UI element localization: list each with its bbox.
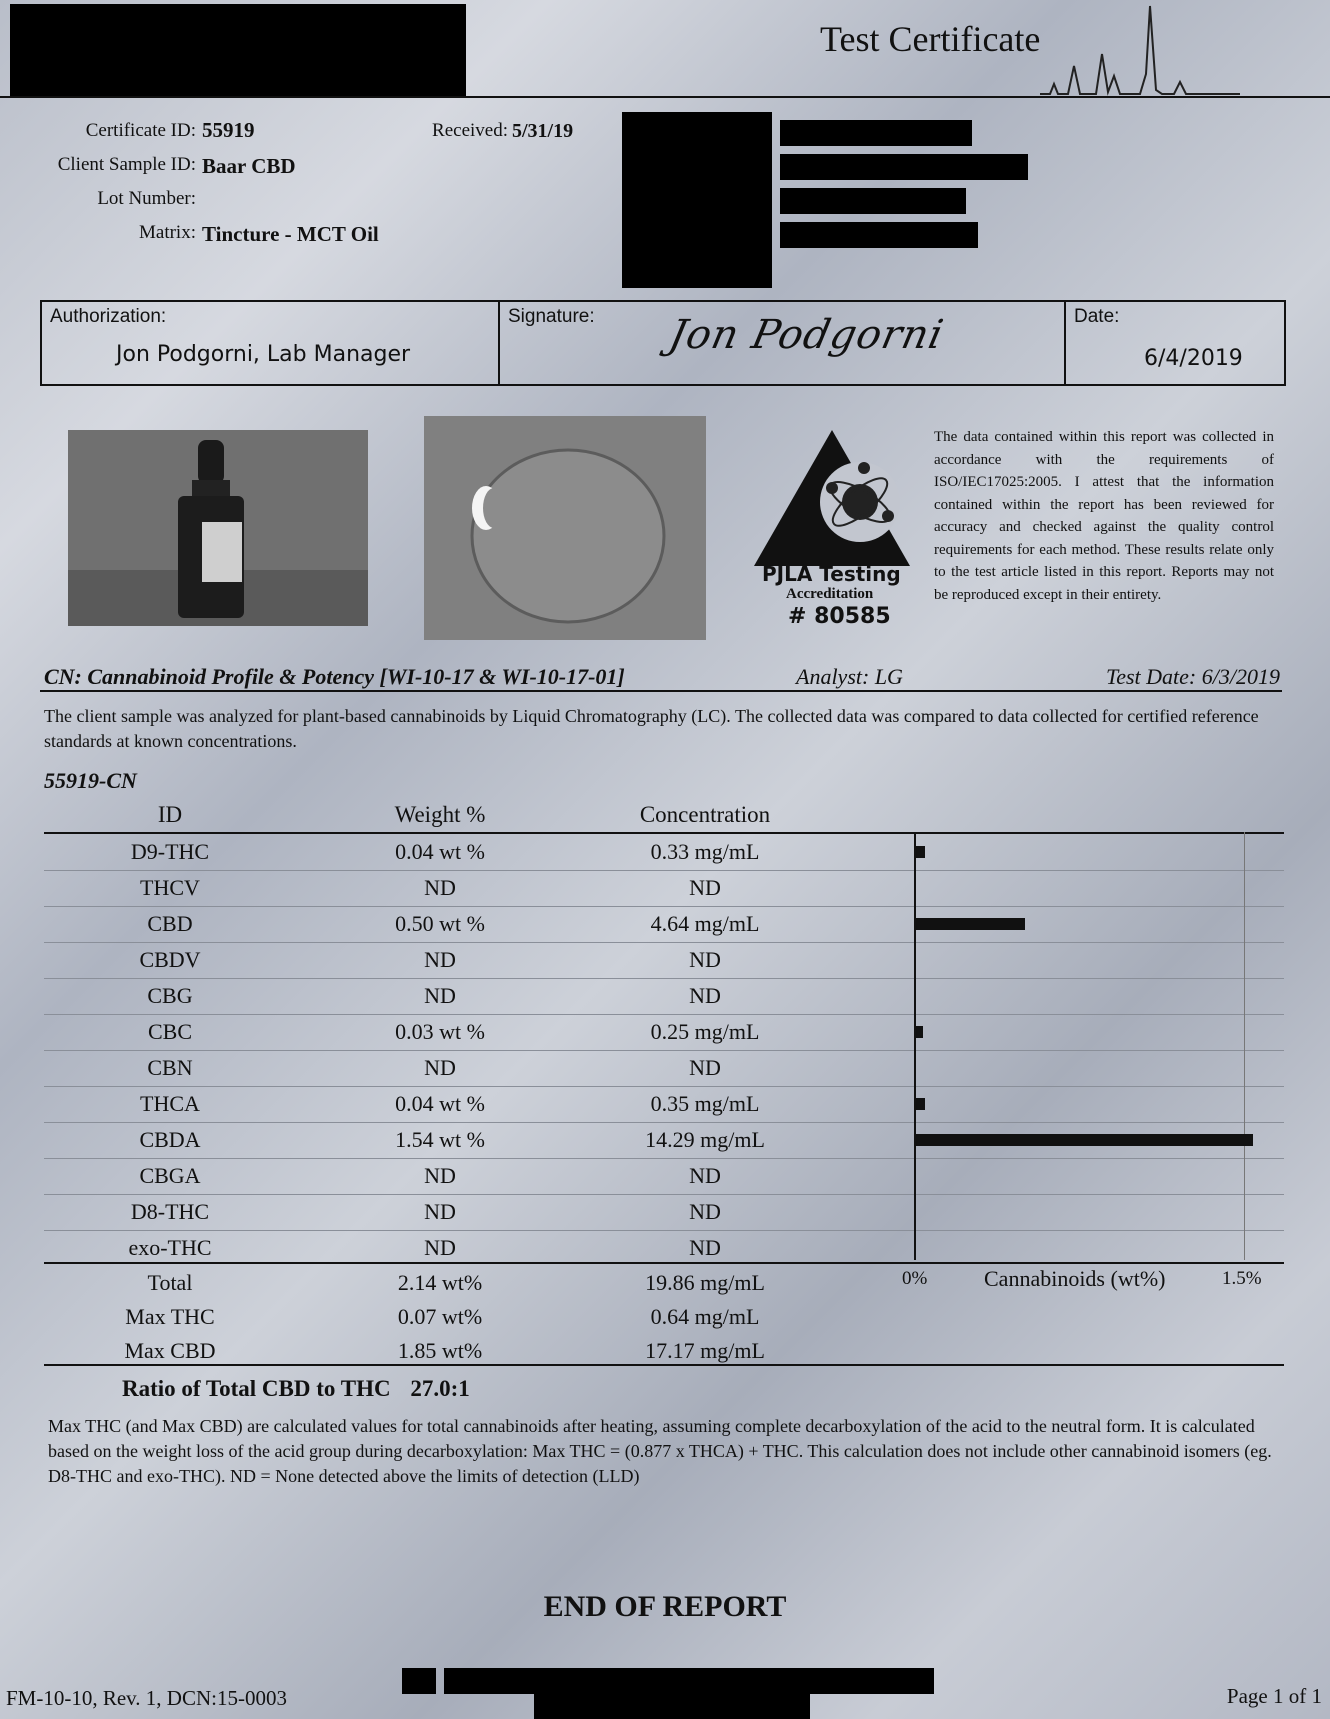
row-id: exo-THC bbox=[128, 1235, 212, 1260]
summary-concentration: 17.17 mg/mL bbox=[645, 1338, 765, 1363]
section-rule bbox=[40, 690, 1282, 692]
table-row-divider bbox=[44, 1050, 1284, 1051]
chart-bar-cbd bbox=[916, 918, 1025, 930]
summary-id: Max THC bbox=[125, 1304, 215, 1329]
row-weight: 0.04 wt % bbox=[395, 1091, 485, 1116]
redacted-client-line bbox=[780, 188, 966, 214]
table-row-divider bbox=[44, 1194, 1284, 1195]
redacted-client-line bbox=[780, 222, 978, 248]
cbd-thc-ratio bbox=[122, 1376, 470, 1402]
row-id: CBC bbox=[147, 1019, 193, 1044]
redacted-client-line bbox=[780, 120, 972, 146]
row-weight: 0.50 wt % bbox=[395, 911, 485, 936]
sample-dish-photo bbox=[424, 416, 706, 640]
pjla-number: # 80585 bbox=[788, 604, 891, 629]
pjla-accreditation-logo bbox=[752, 428, 914, 568]
page-title: Test Certificate bbox=[820, 19, 1041, 59]
row-id: THCV bbox=[140, 875, 200, 900]
chart-xmax-label: 1.5% bbox=[1222, 1268, 1262, 1289]
redacted-client-line bbox=[780, 154, 1028, 180]
matrix-value: Tincture - MCT Oil bbox=[202, 222, 379, 246]
analyst: Analyst: LG bbox=[796, 664, 903, 689]
form-id: FM-10-10, Rev. 1, DCN:15-0003 bbox=[6, 1686, 287, 1710]
summary-id: Total bbox=[147, 1270, 193, 1295]
chart-axis bbox=[914, 832, 916, 1260]
column-header-concentration: Concentration bbox=[639, 802, 771, 827]
row-weight: ND bbox=[424, 1235, 456, 1260]
ratio-label: Ratio of Total CBD to THC bbox=[122, 1376, 391, 1401]
table-row-divider bbox=[44, 1086, 1284, 1087]
client-sample-label: Client Sample ID: bbox=[57, 154, 196, 175]
row-concentration: ND bbox=[689, 1199, 721, 1224]
redacted-client-logo bbox=[622, 112, 772, 288]
row-weight: 0.03 wt % bbox=[395, 1019, 485, 1044]
row-id: THCA bbox=[140, 1091, 200, 1116]
column-header-weight: Weight % bbox=[394, 802, 486, 827]
certificate-id: 55919 bbox=[202, 118, 255, 142]
redacted-footer bbox=[402, 1668, 436, 1694]
row-concentration: ND bbox=[689, 947, 721, 972]
chart-bar-cbc bbox=[916, 1026, 923, 1038]
row-id: D8-THC bbox=[130, 1199, 210, 1224]
ratio-value: 27.0:1 bbox=[410, 1376, 470, 1401]
row-concentration: ND bbox=[689, 983, 721, 1008]
row-concentration: 0.33 mg/mL bbox=[650, 839, 760, 864]
row-concentration: 4.64 mg/mL bbox=[650, 911, 760, 936]
row-weight: ND bbox=[424, 1199, 456, 1224]
table-row-divider bbox=[44, 1230, 1284, 1231]
redacted-footer bbox=[444, 1668, 934, 1694]
row-id: D9-THC bbox=[130, 839, 210, 864]
redacted-footer bbox=[534, 1694, 810, 1719]
section-title: CN: Cannabinoid Profile & Potency [WI-10-17 & WI-10-17-01] bbox=[44, 664, 625, 689]
row-concentration: ND bbox=[689, 1163, 721, 1188]
row-id: CBDV bbox=[139, 947, 201, 972]
footnote: Max THC (and Max CBD) are calculated values for total cannabinoids after heating, assuming complete decarboxylation of the acid to the neutral form. It is calculated based on the weight loss of the acid group during decarboxylation: Max THC = (0.877 x THCA) + THC. This calculation does not include other cannabinoid isomers (eg. D8-THC and exo-THC). ND = None detected above the limits of detection (LLD) bbox=[48, 1416, 1272, 1486]
table-row-divider bbox=[44, 1158, 1284, 1159]
row-weight: ND bbox=[424, 1055, 456, 1080]
table-row-divider bbox=[44, 942, 1284, 943]
row-id: CBN bbox=[147, 1055, 193, 1080]
date-value: 6/4/2019 bbox=[1144, 346, 1243, 371]
row-concentration: 14.29 mg/mL bbox=[645, 1127, 765, 1152]
row-id: CBDA bbox=[139, 1127, 201, 1152]
client-sample-id: Baar CBD bbox=[202, 154, 296, 178]
chart-right-gridline bbox=[1244, 832, 1245, 1260]
row-concentration: ND bbox=[689, 1055, 721, 1080]
pjla-name: PJLA Testing bbox=[762, 562, 901, 586]
product-bottle-photo bbox=[68, 430, 368, 626]
pjla-subtitle: Accreditation bbox=[786, 586, 874, 602]
table-row-divider bbox=[44, 1122, 1284, 1123]
table-row-divider bbox=[44, 870, 1284, 871]
chromatogram-graphic bbox=[1040, 4, 1280, 96]
test-date: Test Date: 6/3/2019 bbox=[1106, 664, 1280, 689]
table-row-divider bbox=[44, 978, 1284, 979]
signature: Jon Podgorni bbox=[665, 312, 948, 358]
table-total-rule bbox=[44, 1262, 1284, 1264]
summary-concentration: 0.64 mg/mL bbox=[650, 1304, 760, 1329]
end-of-report: END OF REPORT bbox=[543, 1590, 787, 1623]
chart-bar-thca bbox=[916, 1098, 925, 1110]
signature-label: Signature: bbox=[508, 306, 595, 327]
row-weight: ND bbox=[424, 1163, 456, 1188]
row-id: CBD bbox=[147, 911, 193, 936]
summary-concentration: 19.86 mg/mL bbox=[645, 1270, 765, 1295]
signature-cell bbox=[500, 302, 1066, 384]
date-cell bbox=[1066, 302, 1284, 384]
authorization-box bbox=[40, 300, 1286, 386]
summary-weight: 0.07 wt% bbox=[397, 1304, 483, 1329]
method-description: The client sample was analyzed for plant-based cannabinoids by Liquid Chromatography (LC). The collected data was compared to data collected for certified reference standards at known concentrations. bbox=[44, 706, 1259, 751]
received-date: 5/31/19 bbox=[512, 120, 574, 142]
date-label: Date: bbox=[1074, 306, 1120, 327]
row-weight: 1.54 wt % bbox=[395, 1127, 485, 1152]
column-header-id: ID bbox=[157, 802, 183, 827]
row-id: CBGA bbox=[139, 1163, 201, 1188]
received-label: Received: bbox=[432, 120, 508, 141]
row-weight: ND bbox=[424, 983, 456, 1008]
authorization-value: Jon Podgorni, Lab Manager bbox=[116, 342, 411, 367]
authorization-cell bbox=[42, 302, 500, 384]
page-number: Page 1 of 1 bbox=[1226, 1684, 1322, 1708]
row-concentration: ND bbox=[689, 1235, 721, 1260]
summary-weight: 2.14 wt% bbox=[397, 1270, 483, 1295]
chart-xlabel: Cannabinoids (wt%) bbox=[984, 1266, 1166, 1291]
row-weight: ND bbox=[424, 947, 456, 972]
chart-xmin-label: 0% bbox=[902, 1268, 928, 1289]
summary-id: Max CBD bbox=[124, 1338, 216, 1363]
matrix-label: Matrix: bbox=[139, 222, 196, 243]
row-id: CBG bbox=[147, 983, 193, 1008]
certificate-id-label: Certificate ID: bbox=[85, 120, 196, 141]
row-weight: 0.04 wt % bbox=[395, 839, 485, 864]
chart-bar-cbda bbox=[916, 1134, 1253, 1146]
table-row-divider bbox=[44, 1014, 1284, 1015]
sample-code: 55919-CN bbox=[44, 768, 137, 793]
table-row-divider bbox=[44, 906, 1284, 907]
row-weight: ND bbox=[424, 875, 456, 900]
authorization-label: Authorization: bbox=[50, 306, 167, 327]
summary-bottom-rule bbox=[44, 1364, 1284, 1366]
attestation-statement: The data contained within this report was collected in accordance with the requirements of ISO/IEC17025:2005. I attest that the information contained within the report has been reviewed for accuracy and checked against the quality control requirements for each method. These results relate only to the test article listed in this report. Reports may not be reproduced except in their entirety. bbox=[934, 429, 1274, 603]
row-concentration: 0.25 mg/mL bbox=[650, 1019, 760, 1044]
summary-weight: 1.85 wt% bbox=[397, 1338, 483, 1363]
row-concentration: 0.35 mg/mL bbox=[650, 1091, 760, 1116]
row-concentration: ND bbox=[689, 875, 721, 900]
redacted-lab-name bbox=[10, 4, 466, 98]
header-rule bbox=[0, 96, 1330, 98]
lot-number-label: Lot Number: bbox=[97, 188, 196, 209]
chart-bar-d9-thc bbox=[916, 846, 925, 858]
